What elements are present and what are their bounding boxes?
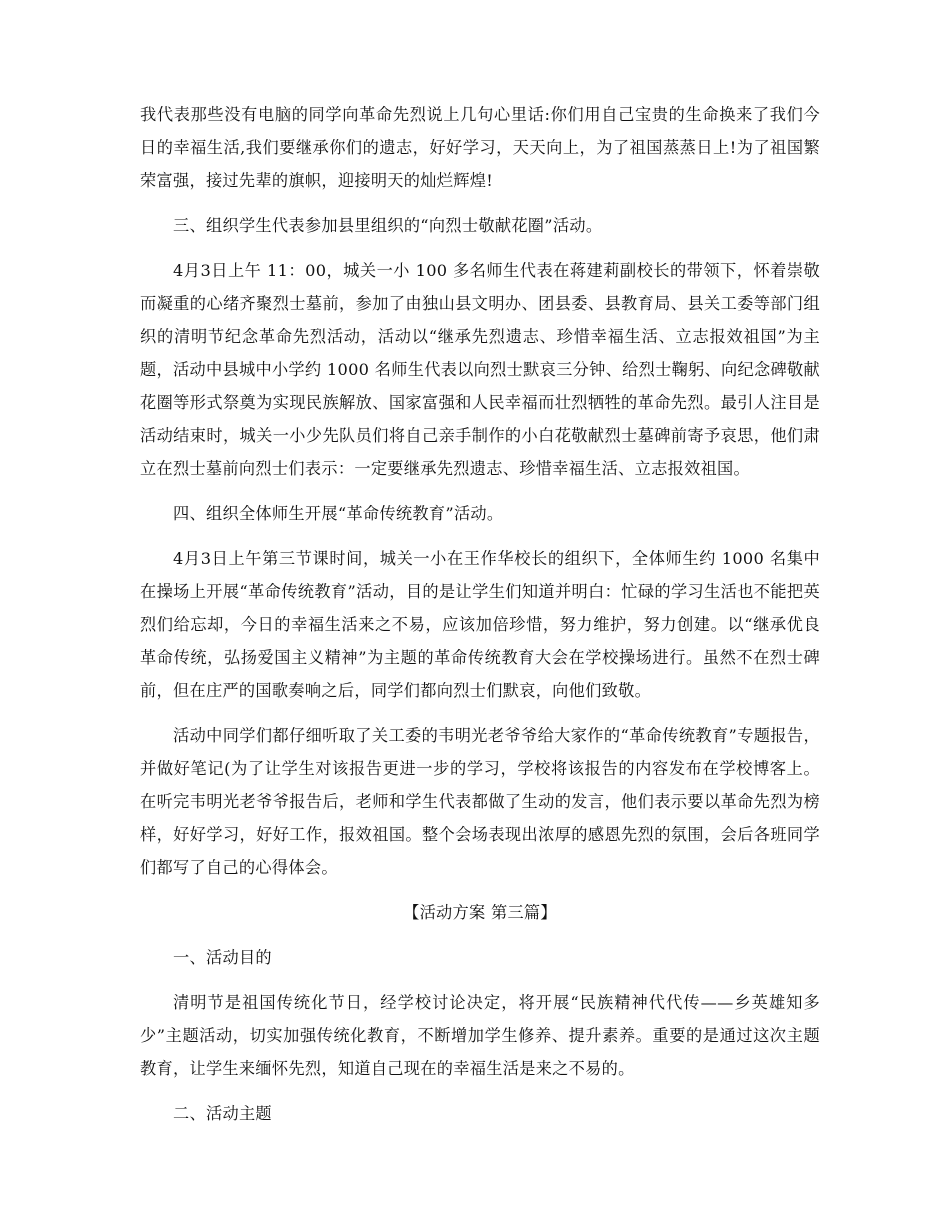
document-section-title: 【活动方案 第三篇】 xyxy=(403,903,557,922)
section-heading-theme: 二、活动主题 xyxy=(173,1104,272,1123)
paragraph-wreath-activity: 4月3日上午 11：00，城关一小 100 多名师生代表在蒋建莉副校长的带领下，怀着崇敬而凝重的心绪齐聚烈士墓前，参加了由独山县文明办、团县委、县教育局、县关工委等部门组织的清明节纪念革命先烈活动，活动以“继承先烈遗志、珍惜幸福生活、立志报效祖国”为主题，活动中县城中小学约 1000 名师生代表以向烈士默哀三分钟、给烈士鞠躬、向纪念碑敬献花圈等形式祭奠为实现民族解放、国家富强和人民幸福而壮烈牺牲的革命先烈。最引人注目是活动结束时，城关一小少先队员们将自己亲手制作的小白花敬献烈士墓碑前寄予哀思，他们肃立在烈士墓前向烈士们表示：一定要继承先烈遗志、珍惜幸福生活、立志报效祖国。 xyxy=(140,261,820,478)
section-heading-purpose: 一、活动目的 xyxy=(173,948,272,967)
paragraph-tradition-education: 4月3日上午第三节课时间，城关一小在王作华校长的组织下，全体师生约 1000 名集中在操场上开展“革命传统教育”活动，目的是让学生们知道并明白：忙碌的学习生活也不能把英烈们给忘却，今日的幸福生活来之不易，应该加倍珍惜，努力维护，努力创建。以“继承优良革命传统，弘扬爱国主义精神”为主题的革命传统教育大会在学校操场进行。虽然不在烈士碑前，但在庄严的国歌奏响之后，同学们都向烈士们默哀，向他们致敬。 xyxy=(140,549,820,700)
document-body xyxy=(140,98,820,1130)
paragraph-report: 活动中同学们都仔细听取了关工委的韦明光老爷爷给大家作的“革命传统教育”专题报告，并做好笔记(为了让学生对该报告更进一步的学习，学校将该报告的内容发布在学校博客上。在听完韦明光老爷爷报告后，老师和学生代表都做了生动的发言，他们表示要以革命先烈为榜样，好好学习，好好工作，报效祖国。整个会场表现出浓厚的感恩先烈的氛围，会后各班同学们都写了自己的心得体会。 xyxy=(140,726,820,877)
section-heading-three: 三、组织学生代表参加县里组织的“向烈士敬献花圈”活动。 xyxy=(173,216,603,235)
paragraph-opening-speech: 我代表那些没有电脑的同学向革命先烈说上几句心里话:你们用自己宝贵的生命换来了我们今日的幸福生活,我们要继承你们的遗志，好好学习，天天向上，为了祖国蒸蒸日上!为了祖国繁荣富强，接过先辈的旗帜，迎接明天的灿烂辉煌! xyxy=(140,105,820,190)
paragraph-purpose: 清明节是祖国传统化节日，经学校讨论决定，将开展“民族精神代代传——乡英雄知多少”主题活动，切实加强传统化教育，不断增加学生修养、提升素养。重要的是通过这次主题教育，让学生来缅怀先烈，知道自己现在的幸福生活是来之不易的。 xyxy=(140,993,820,1078)
section-heading-four: 四、组织全体师生开展“革命传统教育”活动。 xyxy=(173,504,504,523)
